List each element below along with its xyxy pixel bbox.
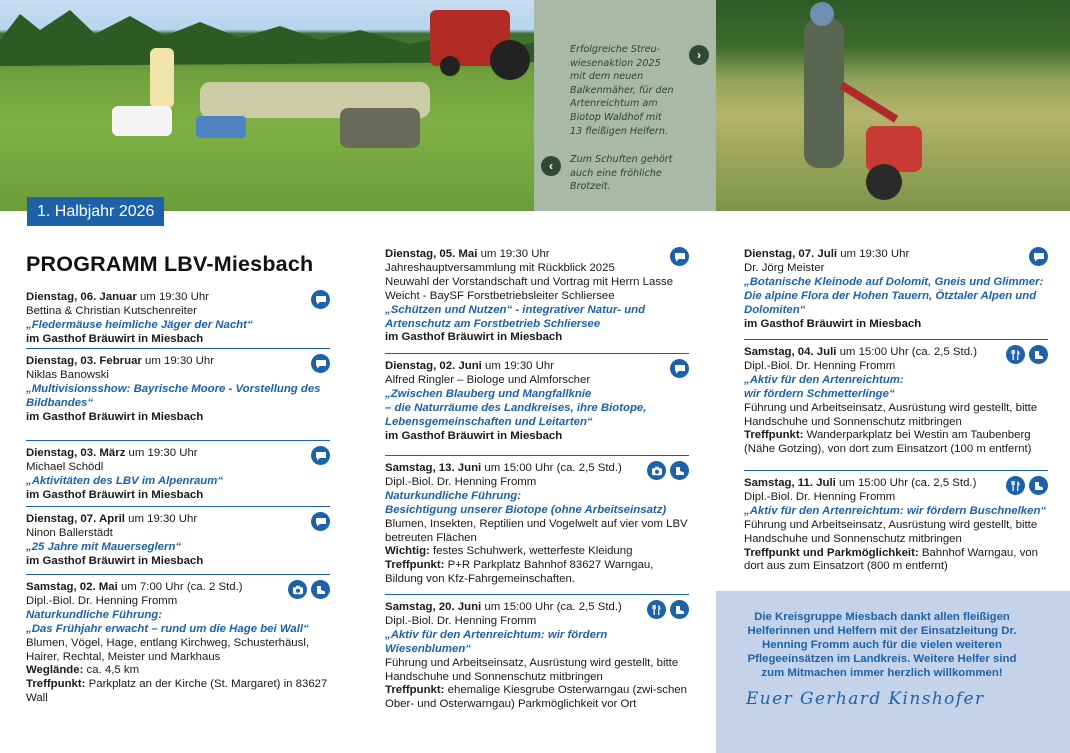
event-date: Dienstag, 07. April xyxy=(26,513,125,525)
event-venue: im Gasthof Bräuwirt in Miesbach xyxy=(744,317,922,330)
meeting-point-value: ehemalige Kiesgrube Osterwarngau (zwi-schen Ober- und Osterwarngau) Parkmöglichkeit vor Ort xyxy=(385,684,687,711)
event-meeting-point xyxy=(744,429,1048,457)
event-title: „Aktiv für den Artenreichtum: wir fördern Buschnelken“ xyxy=(744,504,1047,517)
event-detail-label: Wichtig: xyxy=(385,545,430,558)
event-venue: im Gasthof Bräuwirt in Miesbach xyxy=(26,410,204,423)
event-header xyxy=(744,477,1048,491)
mowing-photo xyxy=(716,0,1070,211)
event-meeting-point xyxy=(744,547,1048,575)
camera-icon xyxy=(288,580,307,599)
event-time: um 19:30 Uhr xyxy=(125,447,198,459)
event-time: um 15:00 Uhr (ca. 2,5 Std.) xyxy=(835,477,977,489)
event-time: um 15:00 Uhr (ca. 2,5 Std.) xyxy=(836,346,977,358)
event-icons xyxy=(647,461,689,480)
event-time: um 19:30 Uhr xyxy=(141,355,215,367)
event-speaker: Dipl.-Biol. Dr. Henning Fromm xyxy=(385,614,537,627)
event-venue: im Gasthof Bräuwirt in Miesbach xyxy=(26,332,204,345)
speech-bubble-icon xyxy=(311,354,330,373)
cutlery-icon xyxy=(647,600,666,619)
cutlery-icon xyxy=(1006,345,1025,364)
cutlery-icon xyxy=(1006,476,1025,495)
meeting-point-value: Wanderparkplatz bei Westin am Taubenberg (Nähe Gotzing), von dort zum Einsatzort (100 m entfernt) xyxy=(744,429,1032,456)
event-time: um 15:00 Uhr (ca. 2,5 Std.) xyxy=(481,462,622,474)
event-item xyxy=(26,447,330,507)
signature: Euer Gerhard Kinshofer xyxy=(746,689,985,709)
event-time: um 19:30 Uhr xyxy=(837,248,910,260)
event-description: Führung und Arbeitseinsatz, Ausrüstung wird gestellt, bitte Handschuhe und Sonnenschutz mitbringen xyxy=(385,656,679,683)
event-meeting-point xyxy=(385,684,689,712)
event-date: Samstag, 02. Mai xyxy=(26,581,118,593)
event-speaker: Dipl.-Biol. Dr. Henning Fromm xyxy=(744,359,896,372)
event-item xyxy=(744,346,1048,471)
event-icons xyxy=(647,600,689,619)
event-venue: im Gasthof Bräuwirt in Miesbach xyxy=(385,429,563,442)
event-header xyxy=(26,581,330,595)
event-speaker: Dipl.-Biol. Dr. Henning Fromm xyxy=(26,594,178,607)
event-speaker: Alfred Ringler – Biologe und Almforscher xyxy=(385,373,591,386)
chevron-right-icon[interactable]: › xyxy=(689,45,709,65)
event-item xyxy=(385,360,689,456)
event-title: Naturkundliche Führung: Besichtigung unserer Biotope (ohne Arbeitseinsatz) xyxy=(385,489,667,516)
event-header xyxy=(385,601,689,615)
event-icons xyxy=(670,359,689,378)
event-time: um 19:30 Uhr xyxy=(481,360,555,372)
event-title: „Aktiv für den Artenreichtum: wir fördern Schmetterlinge“ xyxy=(744,373,904,400)
program-column-2 xyxy=(385,248,689,724)
event-detail xyxy=(385,545,689,559)
meeting-point-value: Bahnhof Warngau, von dort aus zum Einsatzort (800 m entfernt) xyxy=(744,546,1038,573)
event-meeting-point xyxy=(385,559,689,587)
event-detail xyxy=(26,664,330,678)
event-meeting-point xyxy=(26,678,330,706)
event-item xyxy=(385,601,689,718)
meeting-point-label: Treffpunkt: xyxy=(744,429,804,442)
boot-icon xyxy=(311,580,330,599)
program-column-3 xyxy=(744,248,1048,586)
meeting-point-label: Treffpunkt: xyxy=(385,559,445,572)
speech-bubble-icon xyxy=(670,359,689,378)
event-header xyxy=(744,248,1048,262)
boot-icon xyxy=(670,461,689,480)
event-date: Samstag, 04. Juli xyxy=(744,346,837,358)
event-title: „Botanische Kleinode auf Dolomit, Gneis und Glimmer: Die alpine Flora der Hohen Tauern, Ötztaler Alpen und Dolomiten“ xyxy=(744,275,1044,316)
event-item xyxy=(744,248,1048,340)
event-description: Führung und Arbeitseinsatz, Ausrüstung wird gestellt, bitte Handschuhe und Sonnenschutz mitbringen xyxy=(744,518,1038,545)
event-speaker: Dipl.-Biol. Dr. Henning Fromm xyxy=(385,475,537,488)
event-detail-value: festes Schuhwerk, wetterfeste Kleidung xyxy=(429,545,633,558)
event-icons xyxy=(311,512,330,531)
event-speaker: Ninon Ballerstädt xyxy=(26,526,113,539)
event-item xyxy=(385,248,689,354)
program-title: PROGRAMM LBV-Miesbach xyxy=(26,252,314,276)
event-description: Blumen, Insekten, Reptilien und Vogelwelt auf vier vom LBV betreuten Flächen xyxy=(385,517,688,544)
event-time: um 15:00 Uhr (ca. 2,5 Std.) xyxy=(481,601,622,613)
event-item xyxy=(26,355,330,441)
event-title: „Multivisionsshow: Bayrische Moore - Vorstellung des Bildbandes“ xyxy=(26,382,321,409)
event-speaker: Michael Schödl xyxy=(26,460,104,473)
meeting-point-label: Treffpunkt: xyxy=(385,684,445,697)
event-time: um 19:30 Uhr xyxy=(477,248,550,260)
event-header xyxy=(385,248,689,262)
event-time: um 7:00 Uhr (ca. 2 Std.) xyxy=(117,581,243,593)
boot-icon xyxy=(670,600,689,619)
event-title: „Schützen und Nutzen“ - integrativer Natur- und Artenschutz am Forstbetrieb Schliersee xyxy=(385,303,646,330)
chevron-left-icon[interactable]: ‹ xyxy=(541,156,561,176)
camera-icon xyxy=(647,461,666,480)
event-item xyxy=(744,477,1048,580)
event-header xyxy=(26,355,330,369)
meeting-point-label: Treffpunkt: xyxy=(26,678,86,691)
event-icons xyxy=(1006,476,1048,495)
event-description: Blumen, Vögel, Hage, entlang Kirchweg, Schusterhäusl, Hairer, Rechtal, Meister und Markhaus xyxy=(26,636,310,663)
event-item xyxy=(26,513,330,575)
event-item xyxy=(385,462,689,595)
event-icons xyxy=(1029,247,1048,266)
boot-icon xyxy=(1029,345,1048,364)
event-detail-label: Weglände: xyxy=(26,664,84,677)
photo-caption-1: Erfolgreiche Streu- wiesenaktion 2025 mit dem neuen Balkenmäher, für den Artenreichtum am Biotop Waldhof mit 13 fleißigen Helfern. xyxy=(570,44,674,137)
event-title: „Fledermäuse heimliche Jäger der Nacht“ xyxy=(26,318,253,331)
event-date: Dienstag, 07. Juli xyxy=(744,248,838,260)
event-speaker: Jahreshauptversammlung mit Rückblick 2025 Neuwahl der Vorstandschaft und Vortrag mit Herrn Lasse Weicht - BaySF Forstbetriebsleiter Schliersee xyxy=(385,261,674,302)
event-speaker: Niklas Banowski xyxy=(26,368,109,381)
event-date: Samstag, 20. Juni xyxy=(385,601,482,613)
event-icons xyxy=(311,290,330,309)
event-icons xyxy=(288,580,330,599)
meeting-point-value: Parkplatz an der Kirche (St. Margaret) in 83627 Wall xyxy=(26,678,328,705)
event-icons xyxy=(311,354,330,373)
speech-bubble-icon xyxy=(311,446,330,465)
event-title: „Zwischen Blauberg und Mangfallknie – die Naturräume des Landkreises, ihre Biotope, Lebensgemeinschaften und Leitarten“ xyxy=(385,387,647,428)
period-badge: 1. Halbjahr 2026 xyxy=(27,197,164,226)
event-speaker: Dipl.-Biol. Dr. Henning Fromm xyxy=(744,490,896,503)
event-date: Dienstag, 05. Mai xyxy=(385,248,478,260)
speech-bubble-icon xyxy=(311,290,330,309)
event-title: „25 Jahre mit Mauerseglern“ xyxy=(26,540,182,553)
event-time: um 19:30 Uhr xyxy=(124,513,198,525)
speech-bubble-icon xyxy=(670,247,689,266)
event-header xyxy=(26,291,330,305)
speech-bubble-icon xyxy=(1029,247,1048,266)
event-venue: im Gasthof Bräuwirt in Miesbach xyxy=(385,331,563,344)
event-venue: im Gasthof Bräuwirt in Miesbach xyxy=(26,488,204,501)
mowing-photo-illustration xyxy=(716,0,1070,211)
boot-icon xyxy=(1029,476,1048,495)
event-description: Führung und Arbeitseinsatz, Ausrüstung wird gestellt, bitte Handschuhe und Sonnenschutz mitbringen xyxy=(744,401,1038,428)
event-date: Dienstag, 06. Januar xyxy=(26,291,137,303)
event-speaker: Dr. Jörg Meister xyxy=(744,261,825,274)
event-date: Dienstag, 02. Juni xyxy=(385,360,482,372)
event-venue: im Gasthof Bräuwirt in Miesbach xyxy=(26,554,204,567)
group-photo xyxy=(0,0,534,211)
event-date: Samstag, 11. Juli xyxy=(744,477,836,489)
event-speaker: Bettina & Christian Kutschenreiter xyxy=(26,304,197,317)
meeting-point-value: P+R Parkplatz Bahnhof 83627 Warngau, Bildung von Kfz-Fahrgemeinschaften. xyxy=(385,559,654,586)
event-item xyxy=(26,291,330,349)
event-date: Dienstag, 03. Februar xyxy=(26,355,142,367)
group-photo-illustration xyxy=(0,0,534,211)
event-header xyxy=(26,513,330,527)
program-column-1 xyxy=(26,252,330,718)
event-icons xyxy=(1006,345,1048,364)
event-header xyxy=(744,346,1048,360)
event-time: um 19:30 Uhr xyxy=(136,291,209,303)
event-date: Samstag, 13. Juni xyxy=(385,462,482,474)
event-header xyxy=(26,447,330,461)
event-detail-value: ca. 4,5 km xyxy=(83,664,140,677)
event-header xyxy=(385,462,689,476)
event-date: Dienstag, 03. März xyxy=(26,447,126,459)
speech-bubble-icon xyxy=(311,512,330,531)
event-icons xyxy=(670,247,689,266)
photo-caption-2: Zum Schuften gehört auch eine fröhliche Brotzeit. xyxy=(570,154,673,193)
event-title: Naturkundliche Führung: „Das Frühjahr erwacht – rund um die Hage bei Wall“ xyxy=(26,608,309,635)
event-icons xyxy=(311,446,330,465)
thanks-text: Die Kreisgruppe Miesbach dankt allen fleißigen Helferinnen und Helfern mit der Einsatzleitung Dr. Henning Fromm auch für die vielen weiteren Pflegeeinsätzen im Landkreis. Weitere Helfer sind zum Mitmachen immer herzlich willkommen! xyxy=(747,611,1017,679)
meeting-point-label: Treffpunkt und Parkmöglichkeit: xyxy=(744,546,919,559)
event-title: „Aktiv für den Artenreichtum: wir fördern Wiesenblumen“ xyxy=(385,628,608,655)
event-title: „Aktivitäten des LBV im Alpenraum“ xyxy=(26,474,224,487)
event-header xyxy=(385,360,689,374)
event-item xyxy=(26,581,330,712)
